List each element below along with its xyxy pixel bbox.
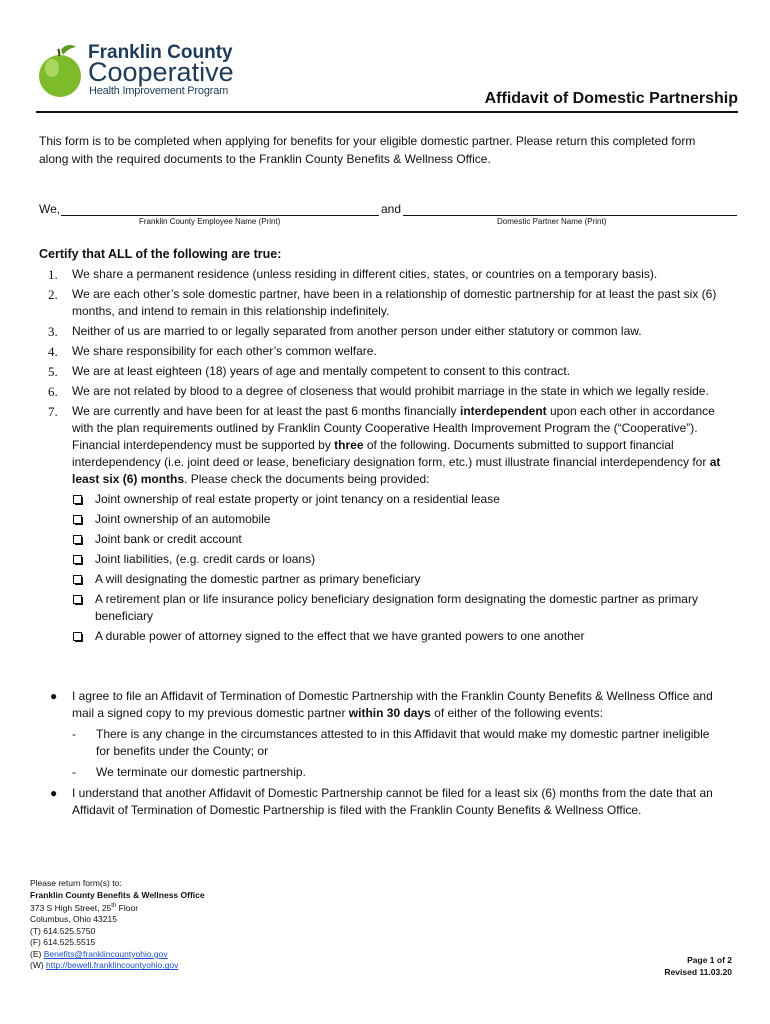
dash-icon: - <box>72 765 76 779</box>
apple-logo-icon <box>36 44 86 98</box>
document-label: Joint ownership of an automobile <box>95 512 271 526</box>
document-checkbox[interactable] <box>73 495 82 504</box>
agreement-item <box>50 688 722 781</box>
email-link[interactable]: Benefits@franklincountyohio.gov <box>43 948 168 959</box>
agreement-1-bold: within 30 days <box>348 706 431 720</box>
condition-number: 5. <box>48 364 58 379</box>
title-divider <box>36 111 738 113</box>
documents-checklist <box>72 491 722 645</box>
return-label: Please return form(s) to: <box>30 878 122 888</box>
document-checkbox[interactable] <box>73 555 82 564</box>
bullet-icon: ● <box>50 786 58 800</box>
document-option <box>72 591 722 625</box>
bullet-icon: ● <box>50 689 58 703</box>
street-sup: th <box>111 903 117 909</box>
condition-number: 6. <box>48 384 58 399</box>
document-checkbox[interactable] <box>73 515 82 524</box>
condition-7-text-2: upon each other in accordance with the plan requirements outlined by Franklin County Cooperative Health Improvement Program the (“Cooperative”). Financial interdependency must be supported by <box>72 404 715 452</box>
fax-line: (F) 614.525.5515 <box>30 937 96 948</box>
we-label: We, <box>39 202 61 216</box>
document-option <box>72 531 722 548</box>
condition-number: 7. <box>48 404 58 419</box>
web-prefix: (W) <box>30 960 47 971</box>
condition-number: 3. <box>48 324 58 339</box>
intro-paragraph: This form is to be completed when applying for benefits for your eligible domestic partner. Please return this completed form along with the required documents to the Franklin County Benefits & Wellness Office. <box>39 134 696 166</box>
document-label: A durable power of attorney signed to the effect that we have granted powers to one another <box>95 629 585 643</box>
document-label: Joint liabilities, (e.g. credit cards or loans) <box>95 552 316 566</box>
condition-number: 1. <box>48 267 58 282</box>
return-address-block <box>30 878 205 972</box>
certify-heading: Certify that ALL of the following are true: <box>39 247 282 261</box>
agreement-1-text-2: of either of the following events: <box>430 706 603 720</box>
email-line <box>30 949 205 961</box>
condition-item <box>48 343 722 360</box>
document-checkbox[interactable] <box>73 632 82 641</box>
condition-7-text-4: . Please check the documents being provided: <box>184 472 430 486</box>
condition-text: We are not related by blood to a degree of closeness that would prohibit marriage in the state in which we legally reside. <box>72 384 709 398</box>
partner-name-caption: Domestic Partner Name (Print) <box>497 217 607 226</box>
street-text: 373 S High Street, 25 <box>30 902 112 913</box>
condition-item <box>48 286 722 320</box>
logo-line-3: Health Improvement Program <box>89 85 229 97</box>
condition-7-bold-1: interdependent <box>460 404 547 418</box>
condition-7-text-3: of the following. Documents submitted to support financial interdependency (i.e. joint deed or lease, beneficiary designation form, etc.) must illustrate financial interdependency for <box>72 438 710 469</box>
condition-item <box>48 383 722 400</box>
street-floor: Floor <box>116 902 139 913</box>
condition-7-bold-2: three <box>334 438 364 452</box>
condition-number: 2. <box>48 287 58 302</box>
logo-line-1: Franklin County <box>88 42 233 63</box>
event-item <box>72 764 722 781</box>
page-number: Page 1 of 2 <box>687 955 732 965</box>
event-text: There is any change in the circumstances attested to in this Affidavit that would make my domestic partner ineligible for benefits under the County; or <box>96 727 710 758</box>
employee-name-field[interactable] <box>61 215 379 216</box>
event-text: We terminate our domestic partnership. <box>96 765 306 779</box>
dash-icon: - <box>72 727 76 741</box>
partner-name-field[interactable] <box>403 215 737 216</box>
email-prefix: (E) <box>30 948 44 959</box>
document-option <box>72 551 722 568</box>
and-label: and <box>381 202 402 216</box>
document-option <box>72 511 722 528</box>
conditions-list <box>48 266 722 648</box>
logo-line-2: Cooperative <box>88 57 234 87</box>
condition-item <box>48 363 722 380</box>
document-label: A will designating the domestic partner as primary beneficiary <box>95 572 421 586</box>
document-label: A retirement plan or life insurance policy beneficiary designation form designating the domestic partner as primary beneficiary <box>95 592 698 623</box>
form-title: Affidavit of Domestic Partnership <box>484 90 738 107</box>
condition-text: We are at least eighteen (18) years of age and mentally competent to consent to this contract. <box>72 364 571 378</box>
document-checkbox[interactable] <box>73 595 82 604</box>
document-label: Joint bank or credit account <box>95 532 242 546</box>
document-option <box>72 571 722 588</box>
event-item <box>72 726 722 760</box>
condition-text: We share a permanent residence (unless residing in different cities, states, or countries on a temporary basis). <box>72 267 658 281</box>
document-checkbox[interactable] <box>73 535 82 544</box>
page-info <box>664 954 732 978</box>
employee-name-caption: Franklin County Employee Name (Print) <box>139 217 281 226</box>
street-address <box>30 901 205 914</box>
condition-7-text-1: We are currently and have been for at least the past 6 months financially <box>72 404 460 418</box>
revision-date: Revised 11.03.20 <box>664 967 732 977</box>
cooperative-logo <box>36 40 256 102</box>
events-list <box>72 726 722 781</box>
condition-item <box>48 266 722 283</box>
names-row <box>39 202 739 232</box>
agreements-list <box>50 688 722 823</box>
condition-text: We share responsibility for each other’s common welfare. <box>72 344 377 358</box>
website-link[interactable]: http://bewell.franklincountyohio.gov <box>46 960 179 971</box>
city-line: Columbus, Ohio 43215 <box>30 914 117 925</box>
condition-text: We are each other’s sole domestic partner, have been in a relationship of domestic partnership for at least the past six (6) months, and intend to remain in this relationship indefinitely. <box>72 287 717 318</box>
web-line <box>30 960 205 972</box>
document-checkbox[interactable] <box>73 575 82 584</box>
phone-line: (T) 614.525.5750 <box>30 925 96 936</box>
condition-item-7 <box>48 403 722 645</box>
condition-item <box>48 323 722 340</box>
agreement-item <box>50 785 722 819</box>
document-option <box>72 491 722 508</box>
agreement-1-text-1: I agree to file an Affidavit of Termination of Domestic Partnership with the Franklin County Benefits & Wellness Office and mail a signed copy to my previous domestic partner <box>72 689 713 720</box>
condition-text: Neither of us are married to or legally separated from another person under either statutory or common law. <box>72 324 642 338</box>
document-option <box>72 628 722 645</box>
document-label: Joint ownership of real estate property or joint tenancy on a residential lease <box>95 492 500 506</box>
condition-7-bold-3: at least six (6) months <box>72 455 721 486</box>
agreement-2-text: I understand that another Affidavit of Domestic Partnership cannot be filed for a least six (6) months from the date that an Affidavit of Termination of Domestic Partnership is filed with the Franklin County Benefits & Wellness Office. <box>72 786 713 817</box>
office-name: Franklin County Benefits & Wellness Office <box>30 889 205 900</box>
condition-number: 4. <box>48 344 58 359</box>
